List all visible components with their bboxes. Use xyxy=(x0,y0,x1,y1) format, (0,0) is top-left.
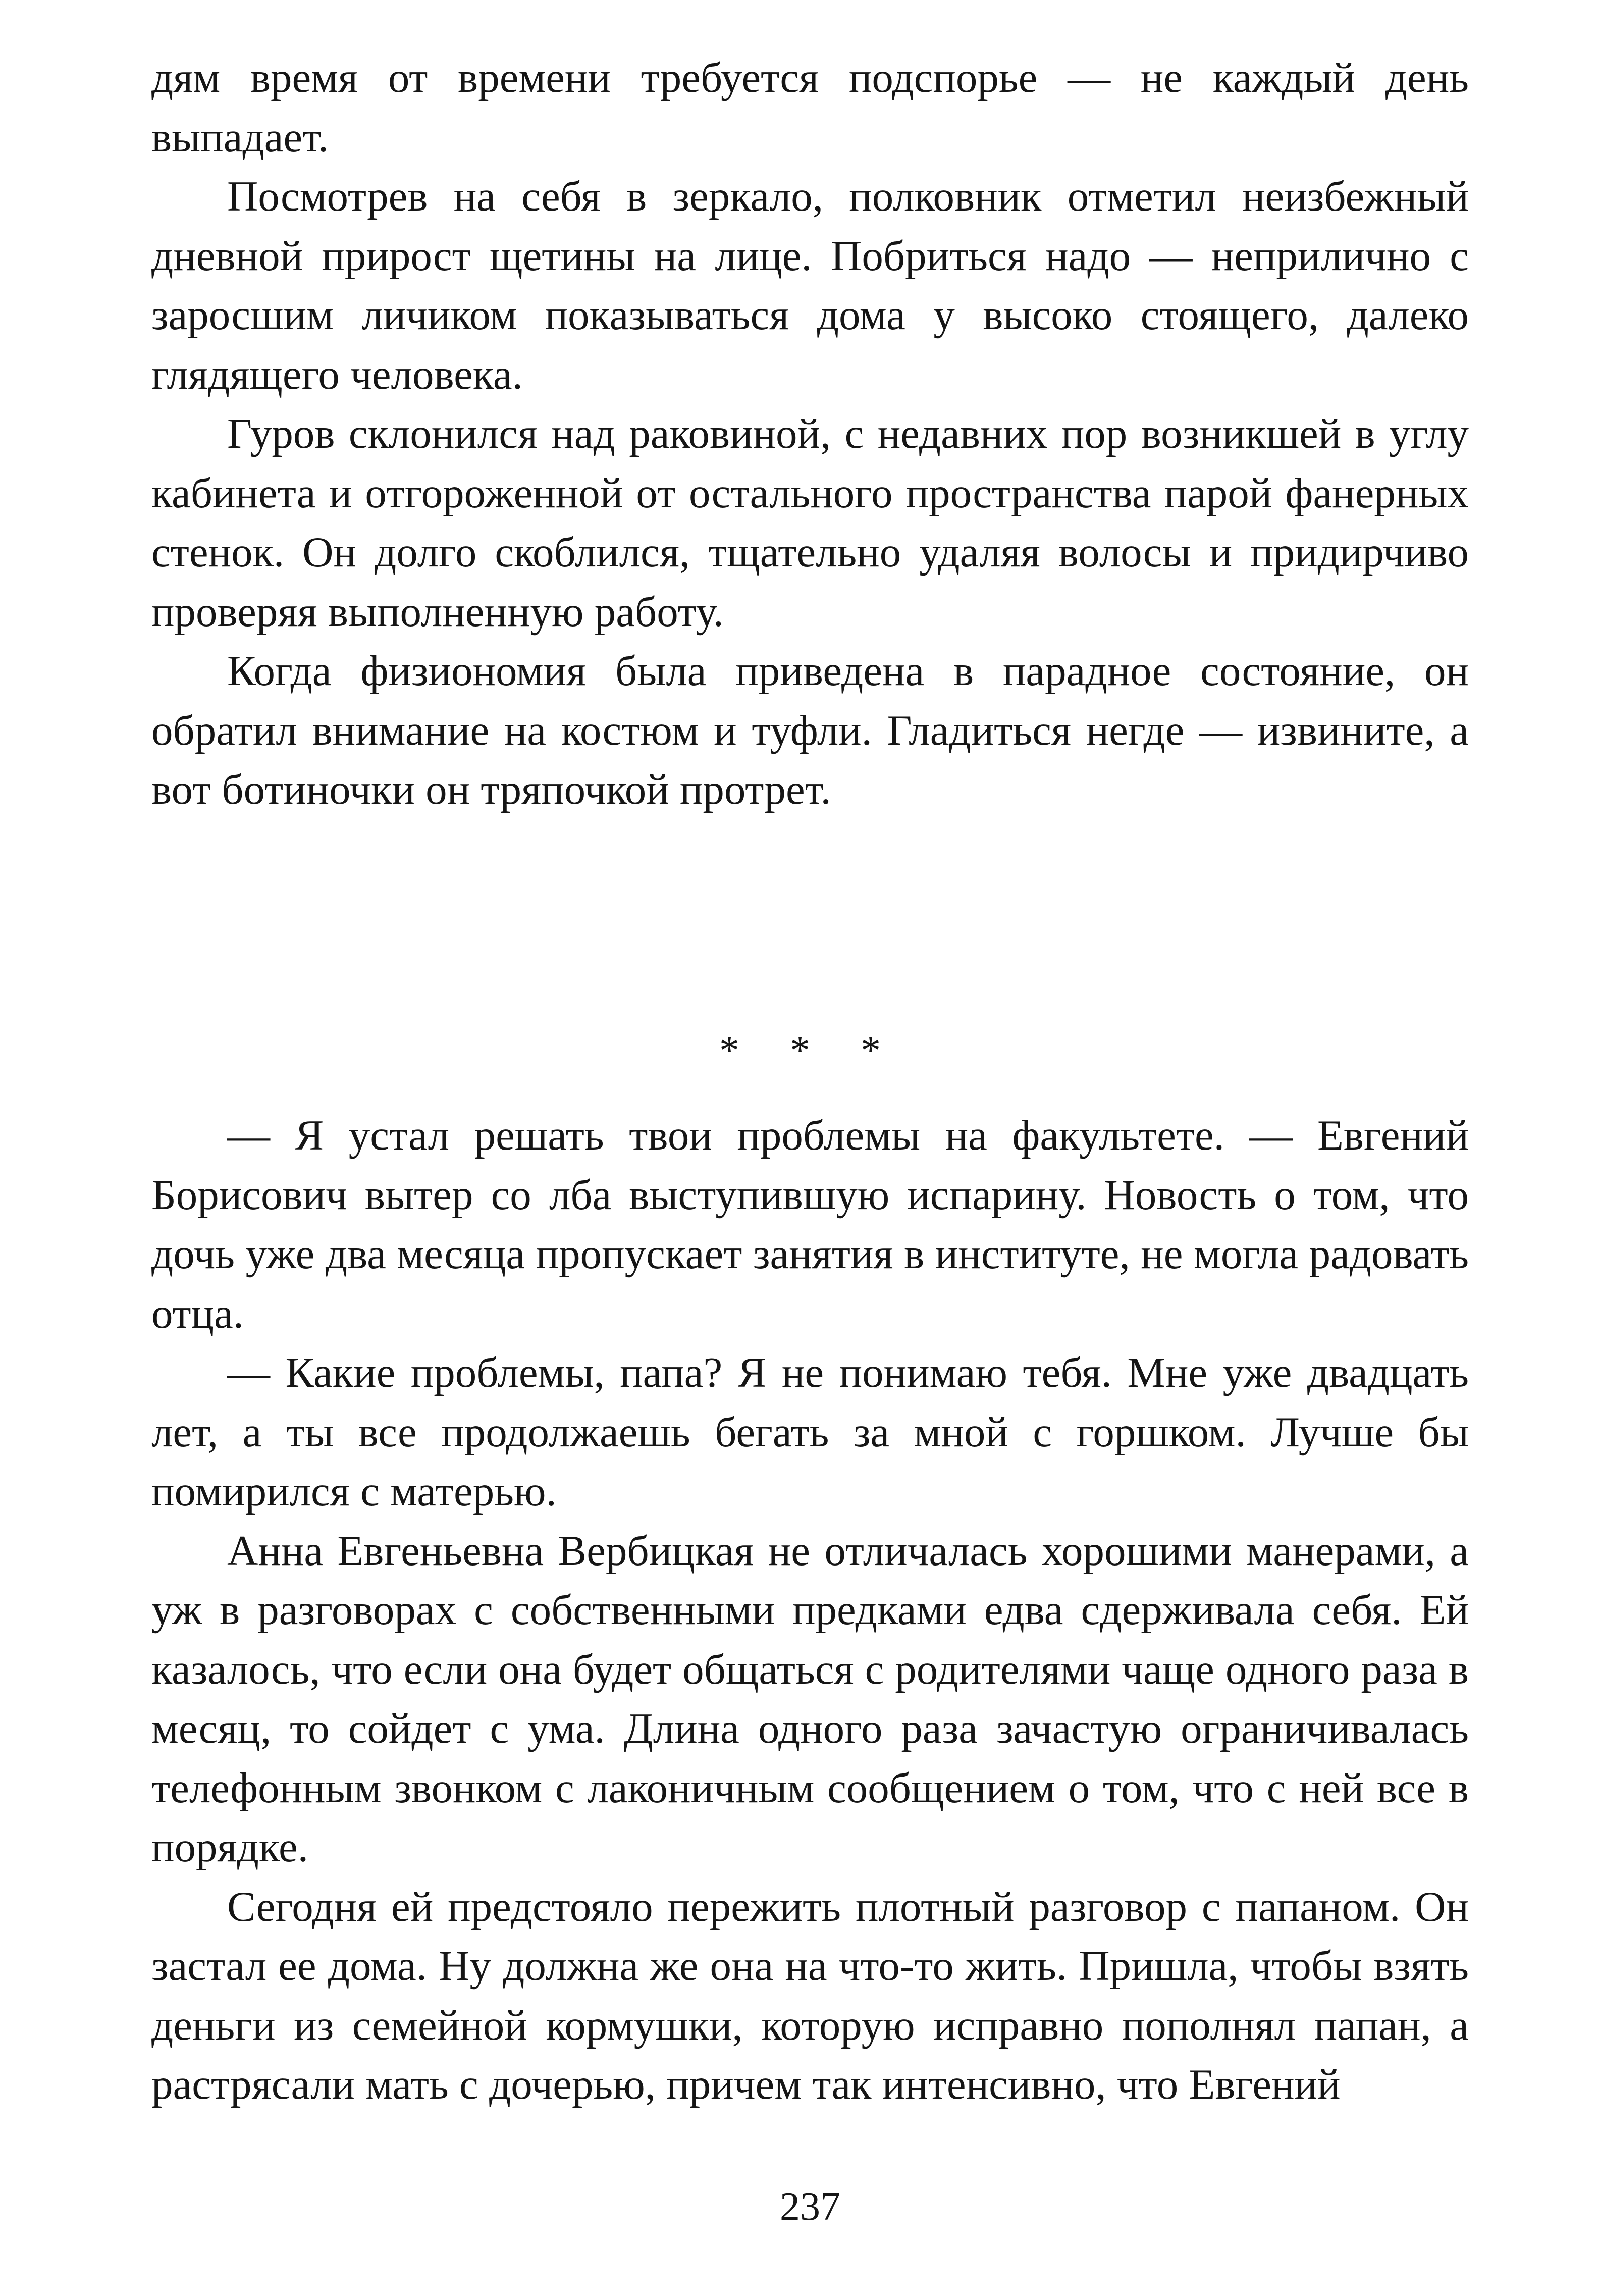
paragraph: Когда физиономия была приведена в парадное состояние, он обратил внимание на костюм и туфли. Гладиться негде — извините, а вот ботиночки он тряпочкой протрет. xyxy=(151,647,1469,813)
paragraph: дям время от времени требуется подспорье — не каждый день выпадает. xyxy=(151,54,1469,161)
paragraph: — Какие проблемы, папа? Я не понимаю тебя. Мне уже двадцать лет, а ты все продолжаешь бегать за мной с горшком. Лучше бы помирился с матерью. xyxy=(151,1349,1469,1515)
book-page xyxy=(151,48,1469,2270)
text-block-before-separator xyxy=(151,48,1469,820)
page-number: 237 xyxy=(780,2184,840,2229)
paragraph: Гуров склонился над раковиной, с недавних пор возникшей в углу кабинета и отгороженной от остального пространства парой фанерных стенок. Он долго скоблился, тщательно удаляя волосы и придирчиво проверяя выполненную работу. xyxy=(151,410,1469,636)
paragraph: — Я устал решать твои проблемы на факультете. — Евгений Борисович вытер со лба выступившую испарину. Новость о том, что дочь уже два месяца пропускает занятия в институте, не могла радовать отца. xyxy=(151,1112,1469,1337)
text-block-after-separator xyxy=(151,1106,1469,2115)
section-separator: * * * xyxy=(719,1028,901,1073)
paragraph: Посмотрев на себя в зеркало, полковник отметил неизбежный дневной прирост щетины на лице. Побриться надо — неприлично с заросшим личиком показываться дома у высоко стоящего, далеко глядящего человека. xyxy=(151,173,1469,398)
paragraph: Анна Евгеньевна Вербицкая не отличалась хорошими манерами, а уж в разговорах с собственными предками едва сдерживала себя. Ей казалось, что если она будет общаться с родителями чаще одного раза в месяц, то сойдет с ума. Длина одного раза зачастую ограничивалась телефонным звонком с лаконичным сообщением о том, что с ней все в порядке. xyxy=(151,1527,1469,1871)
paragraph: Сегодня ей предстояло пережить плотный разговор с папаном. Он застал ее дома. Ну должна же она на что-то жить. Пришла, чтобы взять деньги из семейной кормушки, которую исправно пополнял папан, а растрясали мать с дочерью, причем так интенсивно, что Евгений xyxy=(151,1883,1469,2108)
